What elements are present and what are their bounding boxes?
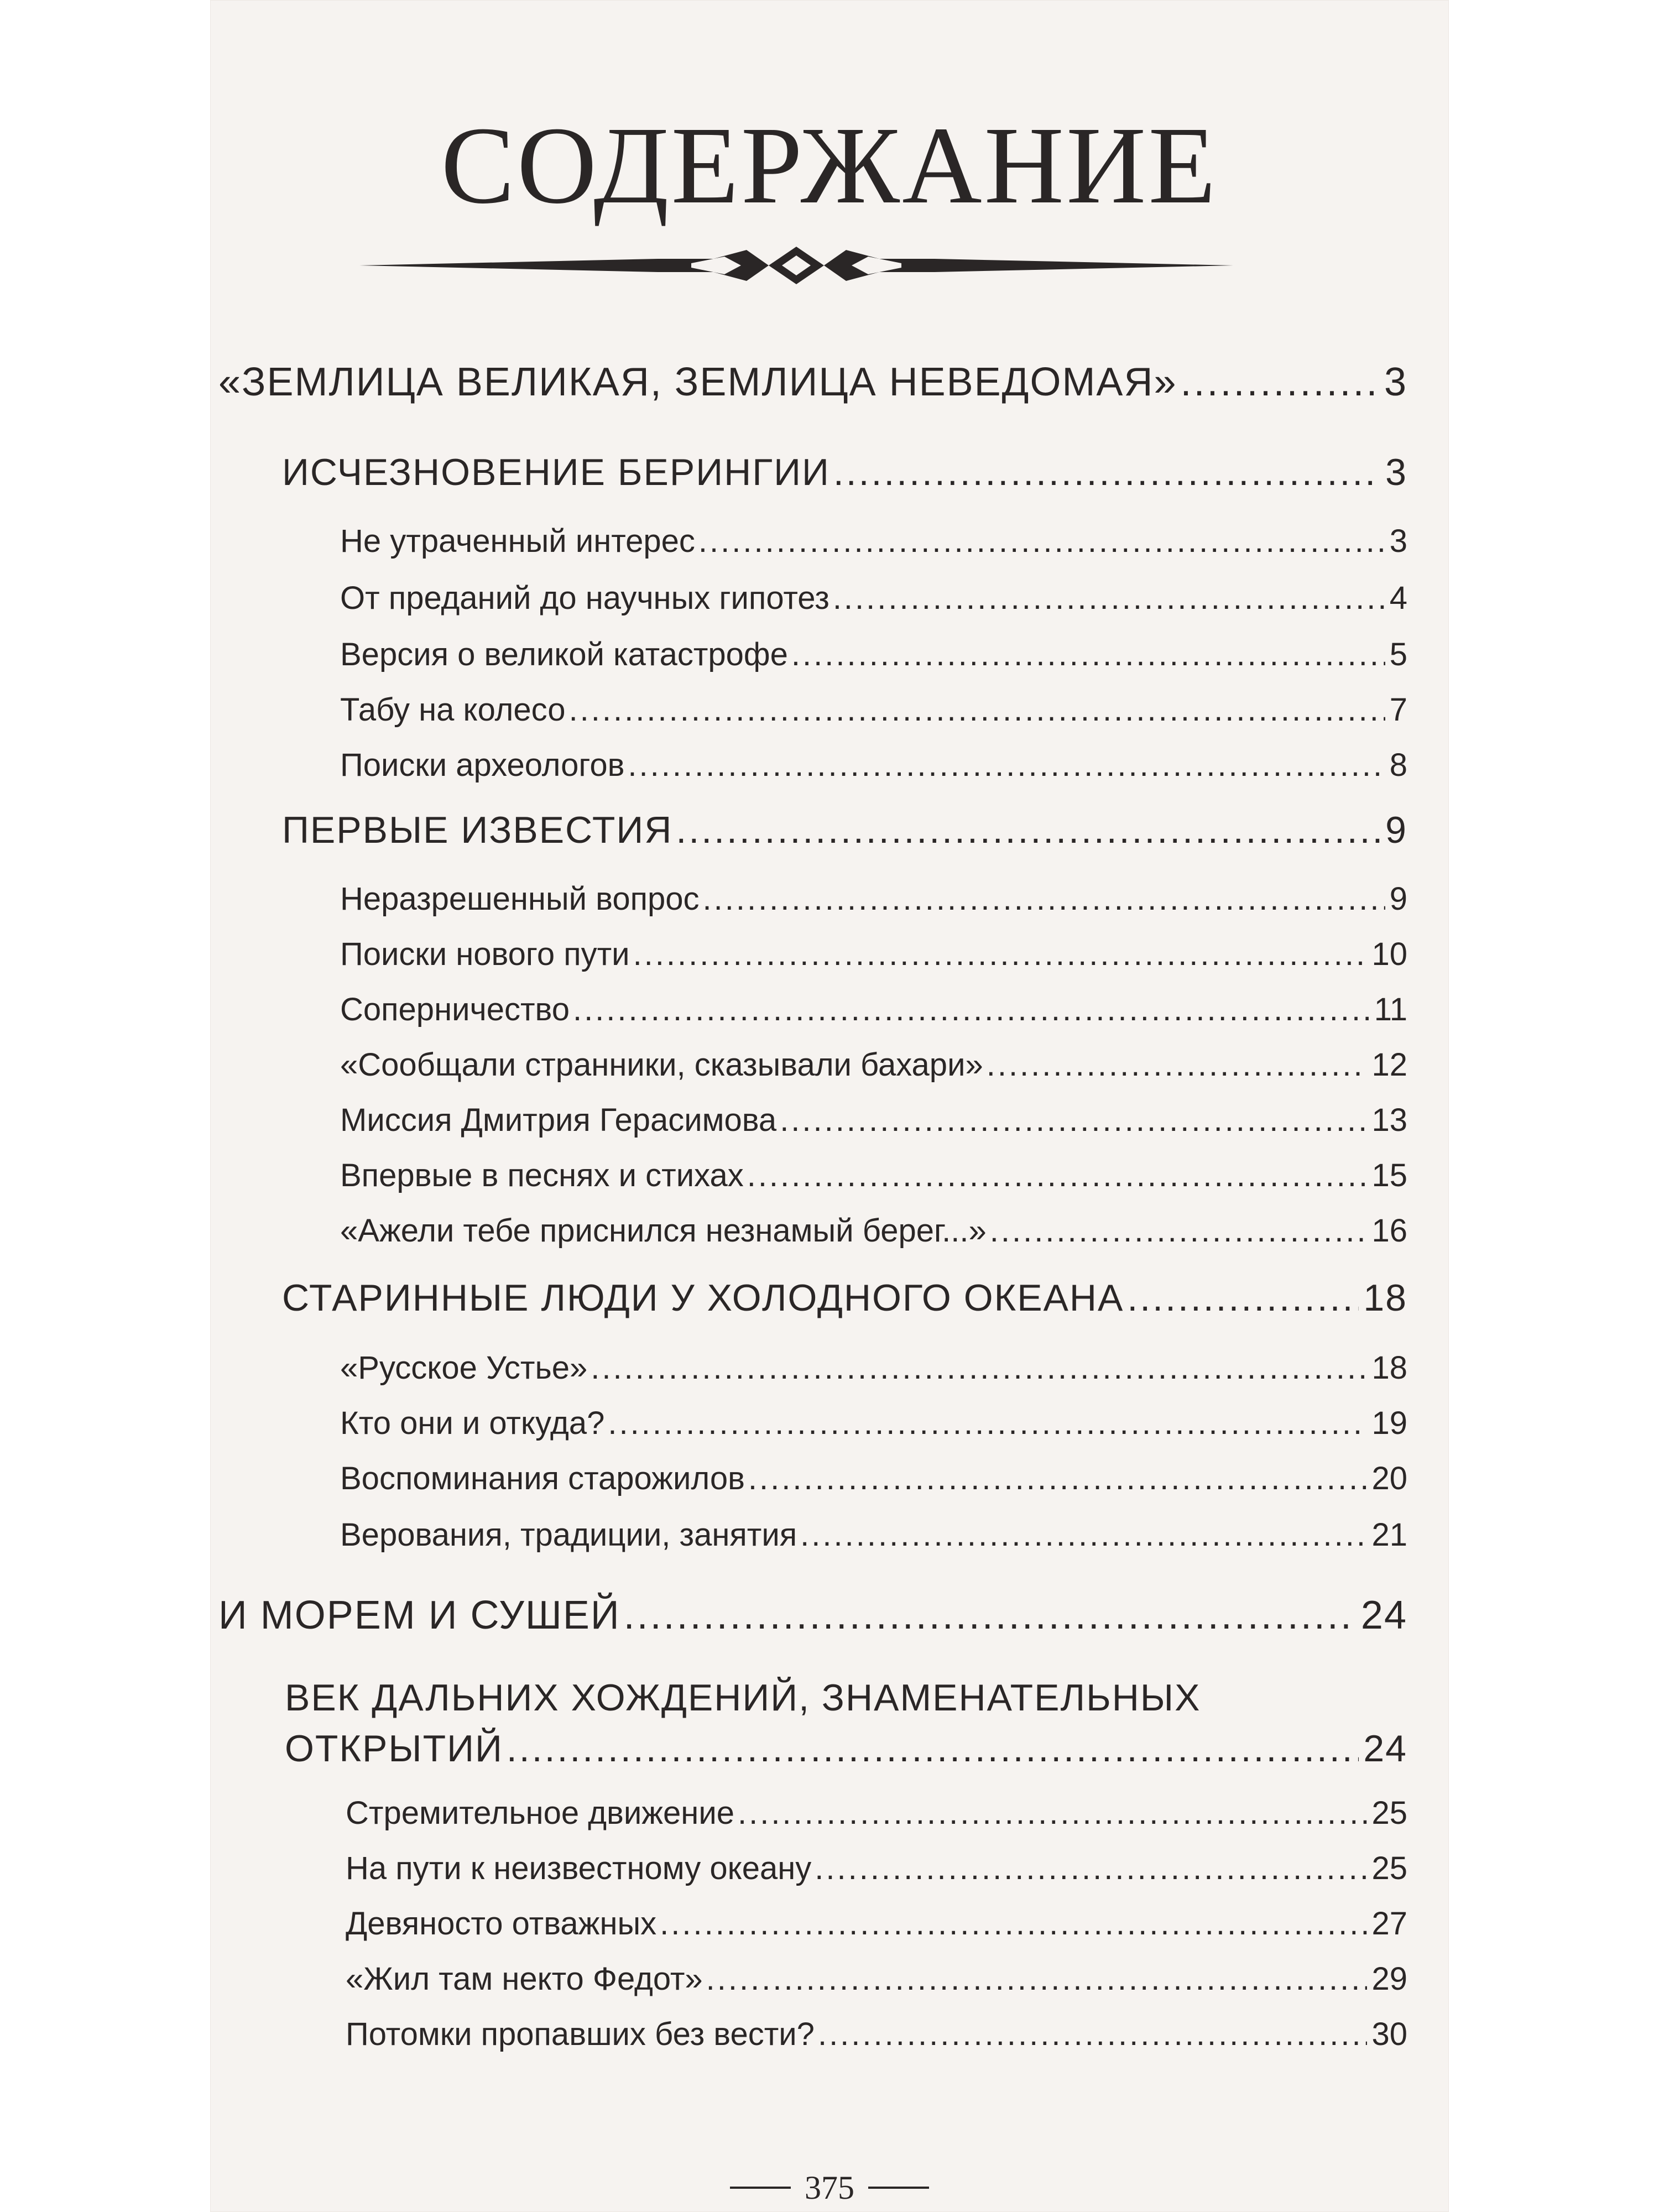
dot-leader	[703, 880, 1385, 917]
toc-entry	[340, 1157, 1407, 1194]
toc-entry	[340, 880, 1407, 917]
dot-leader	[800, 1516, 1367, 1553]
dot-leader	[573, 991, 1370, 1028]
toc-entry-page: 11	[1374, 992, 1407, 1027]
toc-entry-title: Не утраченный интерес	[340, 523, 695, 559]
toc-entry-page: 21	[1371, 1517, 1407, 1553]
toc-entry-page: 10	[1371, 936, 1407, 972]
toc-entry-title: Неразрешенный вопрос	[340, 881, 700, 917]
toc-entry-page: 18	[1371, 1350, 1407, 1386]
toc-entry-title: Воспоминания старожилов	[340, 1460, 745, 1496]
toc-entry-page: 18	[1363, 1277, 1407, 1319]
dot-leader	[748, 1460, 1368, 1497]
toc-entry	[218, 359, 1407, 405]
dot-leader	[660, 1905, 1367, 1942]
page-number	[0, 2168, 1659, 2204]
toc-entry	[346, 1960, 1407, 1997]
toc-entry-title: ВЕК ДАЛЬНИХ ХОЖДЕНИЙ, ЗНАМЕНАТЕЛЬНЫХ	[285, 1677, 1201, 1719]
dot-leader	[624, 1593, 1357, 1638]
toc-entry-title: ПЕРВЫЕ ИЗВЕСТИЯ	[282, 809, 673, 851]
toc-entry-title: Версия о великой катастрофе	[340, 637, 788, 672]
toc-entry-title: Девяносто отважных	[346, 1906, 657, 1942]
toc-entry-title-continued: ОТКРЫТИЙ	[285, 1728, 503, 1770]
toc-entry-title: Миссия Дмитрия Герасимова	[340, 1102, 777, 1138]
toc-entry-title: «Ажели тебе приснился незнамый берег...»	[340, 1213, 987, 1249]
dot-leader	[608, 1405, 1367, 1442]
toc-entry-title: Верования, традиции, занятия	[340, 1517, 797, 1553]
page-title: СОДЕРЖАНИЕ	[441, 105, 1218, 227]
dot-leader	[818, 2016, 1368, 2053]
toc-entry-title: Кто они и откуда?	[340, 1405, 605, 1441]
dot-leader	[507, 1723, 1359, 1774]
dot-leader	[1127, 1276, 1359, 1319]
toc-entry	[346, 1794, 1407, 1832]
toc-entry	[346, 2016, 1407, 2053]
toc-entry-page: 4	[1389, 580, 1407, 616]
dot-leader	[791, 636, 1385, 673]
dot-leader	[833, 451, 1381, 494]
toc-entry-page: 16	[1371, 1213, 1407, 1249]
dot-leader	[833, 580, 1385, 617]
dot-leader	[633, 936, 1368, 973]
toc-entry-page: 3	[1389, 523, 1407, 559]
toc-entry-title: От преданий до научных гипотез	[340, 580, 830, 616]
dot-leader	[676, 808, 1381, 852]
toc-entry-title: «Жил там некто Федот»	[346, 1961, 703, 1997]
dot-leader	[815, 1850, 1367, 1887]
toc-entry	[340, 1516, 1407, 1553]
toc-entry	[340, 580, 1407, 617]
dot-leader	[569, 691, 1385, 728]
folio-dash-left	[730, 2187, 791, 2189]
toc-entry-page: 3	[1385, 451, 1407, 493]
dot-leader	[987, 1046, 1368, 1083]
toc-entry-title: Поиски нового пути	[340, 936, 630, 972]
toc-entry	[282, 808, 1407, 852]
toc-entry-title: Поиски археологов	[340, 747, 625, 783]
toc-entry-page: 19	[1371, 1405, 1407, 1441]
toc-entry-page: 30	[1371, 2016, 1407, 2052]
toc-entry-title: Стремительное движение	[346, 1795, 734, 1831]
toc-entry-title: ИСЧЕЗНОВЕНИЕ БЕРИНГИИ	[282, 451, 830, 493]
dot-leader	[628, 747, 1385, 784]
folio-dash-right	[868, 2187, 929, 2189]
toc-entry	[282, 451, 1407, 494]
toc-entry	[340, 1405, 1407, 1442]
toc-entry-page: 3	[1384, 360, 1407, 404]
toc-entry-title: На пути к неизвестному океану	[346, 1850, 812, 1886]
toc-entry	[340, 1212, 1407, 1249]
toc-entry-page: 29	[1371, 1961, 1407, 1997]
toc-entry-title: СТАРИННЫЕ ЛЮДИ У ХОЛОДНОГО ОКЕАНА	[282, 1277, 1124, 1319]
toc-entry	[340, 1460, 1407, 1497]
toc-entry	[340, 1046, 1407, 1083]
dot-leader	[698, 523, 1385, 560]
dot-leader	[1180, 359, 1379, 405]
toc-entry	[285, 1672, 1407, 1774]
toc-entry	[282, 1276, 1407, 1319]
toc-entry-title: «ЗЕМЛИЦА ВЕЛИКАЯ, ЗЕМЛИЦА НЕВЕДОМАЯ»	[218, 360, 1177, 404]
dot-leader	[780, 1102, 1367, 1139]
dot-leader	[738, 1794, 1367, 1832]
toc-entry-title: Соперничество	[340, 992, 570, 1027]
dot-leader	[747, 1157, 1368, 1194]
toc-entry-page: 20	[1371, 1460, 1407, 1496]
toc-entry-page: 15	[1371, 1157, 1407, 1193]
dot-leader	[990, 1212, 1368, 1249]
toc-entry-page: 25	[1371, 1795, 1407, 1831]
toc-entry-title: «Сообщали странники, сказывали бахари»	[340, 1047, 983, 1083]
toc-entry	[346, 1850, 1407, 1887]
toc-entry	[340, 1102, 1407, 1139]
toc-entry	[340, 523, 1407, 560]
toc-entry	[340, 691, 1407, 728]
toc-entry-page: 8	[1389, 747, 1407, 783]
toc-entry-page: 5	[1389, 637, 1407, 672]
toc-entry-page: 9	[1389, 881, 1407, 917]
toc-entry-title: И МОРЕМ И СУШЕЙ	[218, 1593, 620, 1637]
toc-entry-page: 24	[1363, 1728, 1407, 1770]
dot-leader	[591, 1349, 1367, 1386]
toc-entry-page: 25	[1371, 1850, 1407, 1886]
toc-entry	[340, 747, 1407, 784]
toc-entry	[346, 1905, 1407, 1942]
page-number-value: 375	[805, 2169, 854, 2206]
toc-entry-page: 9	[1385, 809, 1407, 851]
toc-entry-page: 7	[1389, 692, 1407, 728]
toc-entry-title: Потомки пропавших без вести?	[346, 2016, 815, 2052]
toc-entry	[340, 991, 1407, 1028]
toc-entry-title: Впервые в песнях и стихах	[340, 1157, 744, 1193]
toc-entry-title: Табу на колесо	[340, 692, 566, 728]
dot-leader	[706, 1960, 1368, 1997]
toc-entry	[340, 1349, 1407, 1386]
toc-entry-page: 24	[1360, 1593, 1407, 1637]
toc-entry-title: «Русское Устье»	[340, 1350, 588, 1386]
toc-entry-page: 12	[1371, 1047, 1407, 1083]
toc-entry	[340, 936, 1407, 973]
toc-entry	[340, 636, 1407, 673]
toc-entry-page: 13	[1371, 1102, 1407, 1138]
toc-entry-page: 27	[1371, 1906, 1407, 1942]
toc-entry	[218, 1593, 1407, 1638]
